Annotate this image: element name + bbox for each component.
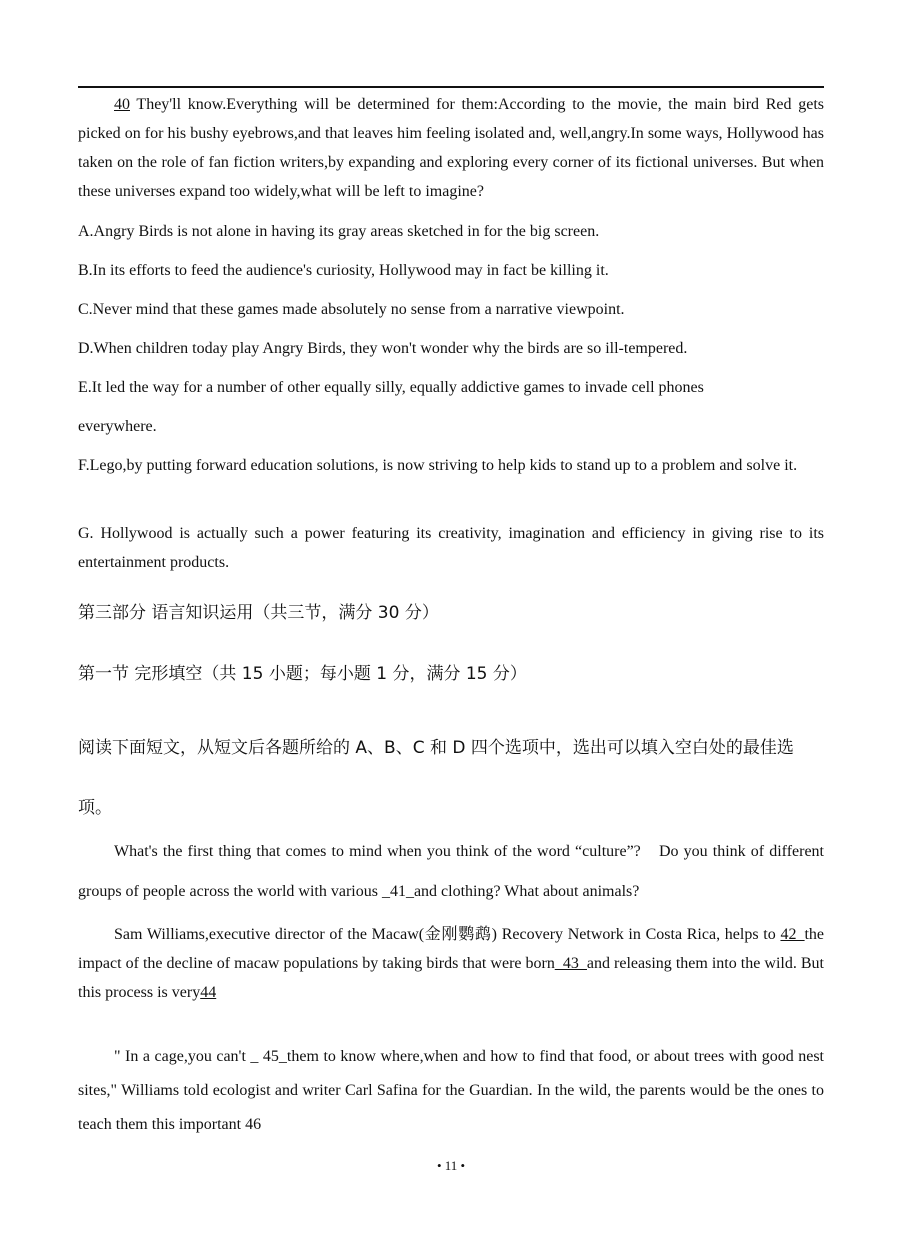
passage-40-paragraph <box>78 90 824 206</box>
option-c: C.Never mind that these games made absolutely no sense from a narrative viewpoint. <box>78 301 625 318</box>
cloze-paragraph-2-text-c: and releasing them into the wild. But this process is very <box>78 955 824 1001</box>
option-e-continuation: everywhere. <box>78 418 157 435</box>
section1-title: 第一节 完形填空（共 15 小题；每小题 1 分，满分 15 分） <box>78 664 527 684</box>
cloze-paragraph-3: " In a cage,you can't _ 45_them to know where,when and how to find that food, or about trees with good nest sites," Williams told ecologist and writer Carl Safina for the Guardian. In the wild, the parents would be the ones to teach them this important 46 <box>78 1048 824 1133</box>
blank-44: 44 <box>200 984 217 1001</box>
passage-40-text: They'll know.Everything will be determined for them:According to the movie, the main bird Red gets picked on for his bushy eyebrows,and that leaves him feeling isolated and, well,angry.In some ways, Hollywood has taken on the role of fan fiction writers,by expanding and exploring every corner of its fictional universes. But when these universes expand too widely,what will be left to imagine? <box>78 96 824 200</box>
option-d: D.When children today play Angry Birds, they won't wonder why the birds are so ill-tempered. <box>78 340 688 357</box>
part3-title: 第三部分 语言知识运用（共三节，满分 30 分） <box>78 603 439 623</box>
blank-40: 40 <box>114 96 130 113</box>
cloze-paragraph-2 <box>78 920 824 1007</box>
blank-43: _43_ <box>554 955 587 972</box>
cloze-instruction: 阅读下面短文，从短文后各题所给的 A、B、C 和 D 四个选项中，选出可以填入空白处的最佳选项。 <box>78 738 794 818</box>
blank-42: 42_ <box>780 926 805 943</box>
option-a: A.Angry Birds is not alone in having its gray areas sketched in for the big screen. <box>78 223 600 240</box>
option-f: F.Lego,by putting forward education solutions, is now striving to help kids to stand up to a problem and solve it. <box>78 457 798 474</box>
option-e: E.It led the way for a number of other equally silly, equally addictive games to invade cell phones <box>78 379 704 396</box>
option-g: G. Hollywood is actually such a power featuring its creativity, imagination and efficiency in giving rise to its entertainment products. <box>78 525 824 571</box>
cloze-paragraph-1: What's the first thing that comes to mind when you think of the word “culture”? Do you think of different groups of people across the world with various _41_and clothing? What about animals? <box>78 843 825 900</box>
cloze-paragraph-2-text-b: the impact of the decline of macaw populations by taking birds that were born <box>78 926 824 972</box>
option-b: B.In its efforts to feed the audience's curiosity, Hollywood may in fact be killing it. <box>78 262 609 279</box>
cloze-paragraph-2-text-a: Sam Williams,executive director of the Macaw(金刚鹦鹉) Recovery Network in Costa Rica, helps to <box>114 926 781 943</box>
page-number: • 11 • <box>436 1158 466 1173</box>
header-rule <box>78 86 824 88</box>
